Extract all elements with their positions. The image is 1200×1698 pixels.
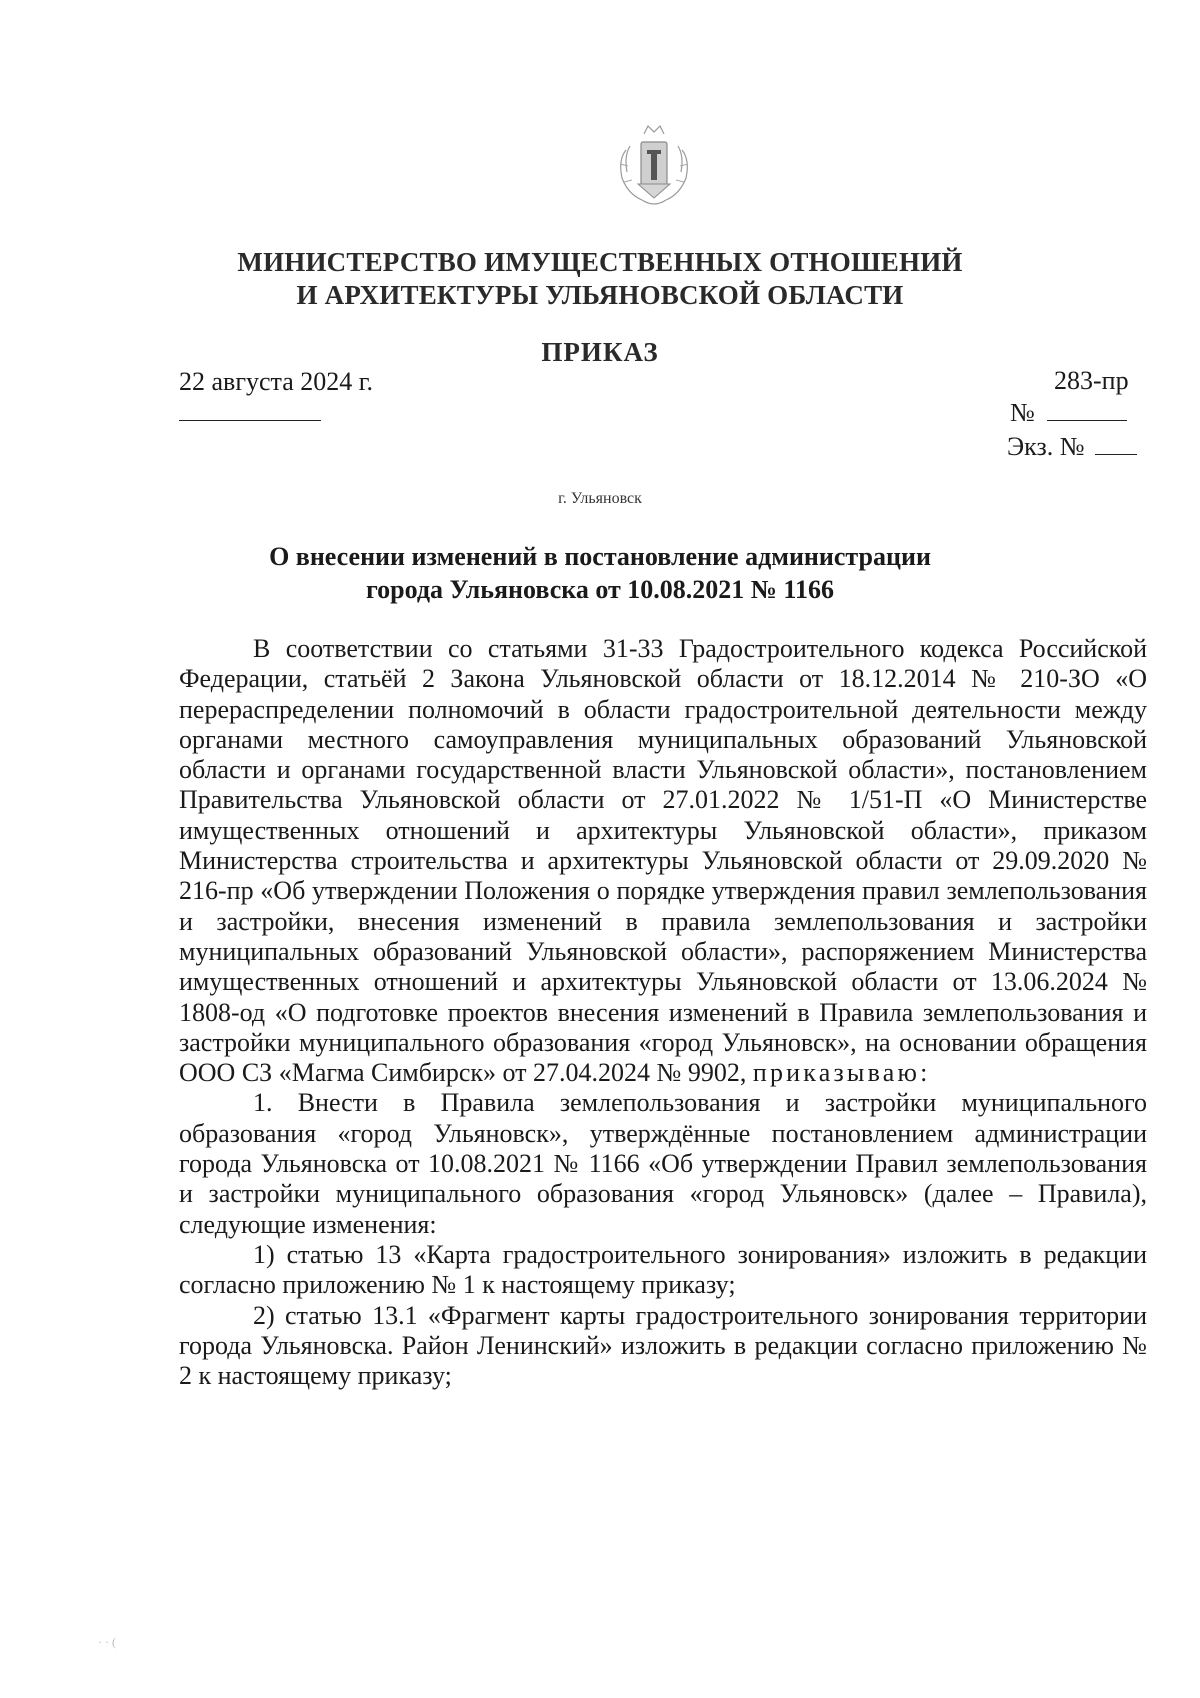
number-field bbox=[1010, 398, 1127, 428]
number-blank-line bbox=[1047, 400, 1127, 421]
subitem-2-paragraph: 2) статью 13.1 «Фрагмент карты градостроительного зонирования территории города Ульяновска. Район Ленинский» изложить в редакции согласно приложению № 2 к настоящему приказу; bbox=[179, 1300, 1147, 1391]
scan-artifact: · · ( bbox=[98, 1635, 116, 1649]
copy-label: Экз. № bbox=[1007, 432, 1085, 461]
ministry-name bbox=[150, 246, 1050, 312]
preamble-text: В соответствии со статьями 31-33 Градостроительного кодекса Российской Федерации, статьёй 2 Закона Ульяновской области от 18.12.2014 № 210-ЗО «О перераспределении полномочий в области градостроительной деятельности между органами местного самоуправления муниципальных образований Ульяновской области и органами государственной власти Ульяновской области», постановлением Правительства Ульяновской области от 27.01.2022 № 1/51-П «О Министерстве имущественных отношений и архитектуры Ульяновской области», приказом Министерства строительства и архитектуры Ульяновской области от 29.09.2020 № 216-пр «Об утверждении Положения о порядке утверждения правил землепользования и застройки, внесения изменений в правила землепользования и застройки муниципальных образований Ульяновской области», распоряжением Министерства имущественных отношений и архитектуры Ульяновской области от 13.06.2024 № 1808-од «О подготовке проектов внесения изменений в Правила землепользования и застройки муниципального образования «город Ульяновск», на основании обращения ООО СЗ «Магма Симбирск» от 27.04.2024 № 9902, bbox=[179, 634, 1147, 1088]
subitem-1-paragraph: 1) статью 13 «Карта градостроительного зонирования» изложить в редакции согласно приложению № 1 к настоящему приказу; bbox=[179, 1239, 1147, 1300]
copy-blank-line bbox=[1095, 434, 1137, 455]
subject-line1: О внесении изменений в постановление администрации bbox=[269, 542, 931, 571]
order-word: приказываю: bbox=[752, 1058, 931, 1088]
ministry-name-line1: МИНИСТЕРСТВО ИМУЩЕСТВЕННЫХ ОТНОШЕНИЙ bbox=[237, 247, 963, 277]
copy-field bbox=[1007, 432, 1137, 462]
document-date: 22 августа 2024 г. bbox=[179, 367, 373, 396]
preamble-paragraph bbox=[179, 634, 1147, 1088]
ministry-name-line2: И АРХИТЕКТУРЫ УЛЬЯНОВСКОЙ ОБЛАСТИ bbox=[296, 280, 904, 310]
document-number: 283-пр bbox=[1054, 366, 1129, 395]
coat-of-arms-emblem bbox=[614, 120, 694, 216]
subject-line2: города Ульяновска от 10.08.2021 № 1166 bbox=[365, 575, 834, 604]
item-1-paragraph: 1. Внести в Правила землепользования и застройки муниципального образования «город Ульяновск», утверждённые постановлением администрации города Ульяновска от 10.08.2021 № 1166 «Об утверждении Правил землепользования и застройки муниципального образования «город Ульяновск» (далее – Правила), следующие изменения: bbox=[179, 1088, 1147, 1239]
date-underline bbox=[179, 420, 321, 421]
order-body bbox=[179, 634, 1147, 1391]
city-name: г. Ульяновск bbox=[558, 490, 642, 507]
number-label: № bbox=[1010, 398, 1035, 427]
order-subject bbox=[150, 540, 1050, 606]
document-type: ПРИКАЗ bbox=[541, 337, 659, 367]
